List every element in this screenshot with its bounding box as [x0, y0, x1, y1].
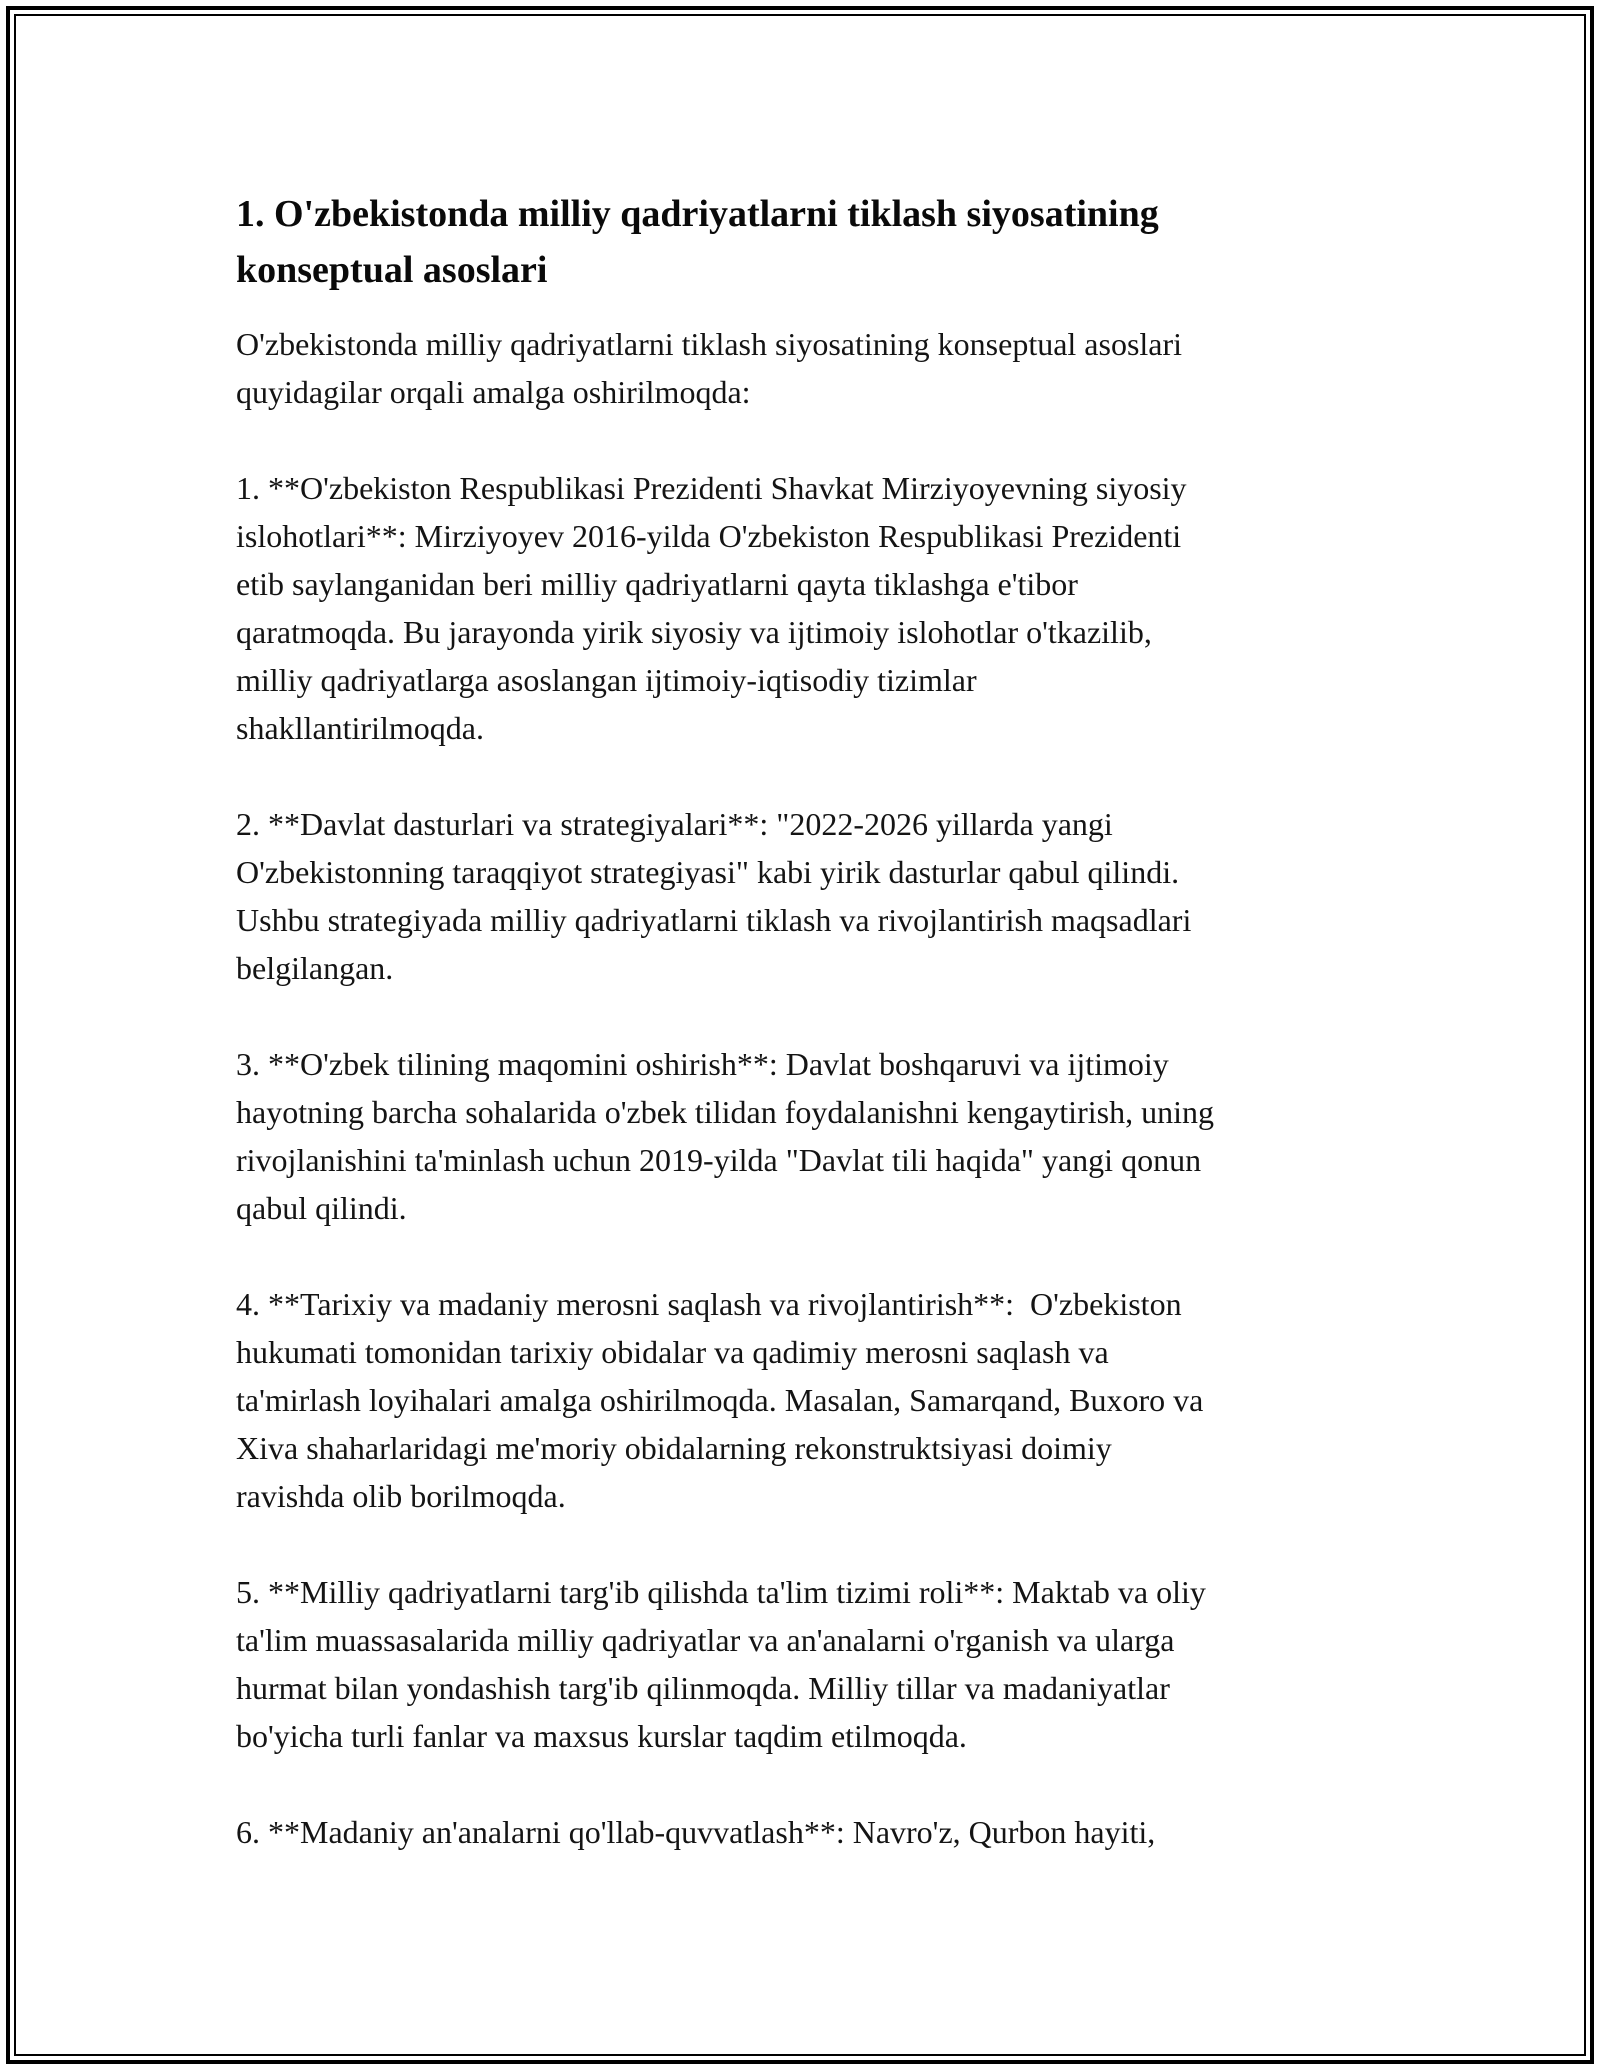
list-item-3: 3. **O'zbek tilining maqomini oshirish**: Davlat boshqaruvi va ijtimoiy hayotning barcha sohalarida o'zbek tilidan foydalanishni kengaytirish, uning rivojlanishini ta'minlash uchun 2019-yilda "Davlat tili haqida" yangi qonun qabul qilindi.: [236, 1046, 1214, 1226]
intro-paragraph: O'zbekistonda milliy qadriyatlarni tiklash siyosatining konseptual asoslari quyidagilar orqali amalga oshirilmoqda:: [236, 326, 1183, 410]
page-title-line-2: konseptual asoslari: [236, 249, 548, 291]
list-item-4: 4. **Tarixiy va madaniy merosni saqlash va rivojlantirish**: O'zbekiston hukumati tomonidan tarixiy obidalar va qadimiy merosni saqlash va ta'mirlash loyihalari amalga oshirilmoqda. Masalan, Samarqand, Buxoro va Xiva shaharlaridagi me'moriy obidalarning rekonstruktsiyasi doimiy ravishda olib borilmoqda.: [236, 1286, 1204, 1514]
list-item-1: 1. **O'zbekiston Respublikasi Prezidenti Shavkat Mirziyoyevning siyosiy islohotlari**: Mirziyoyev 2016-yilda O'zbekiston Respublikasi Prezidenti etib saylanganidan beri milliy qadriyatlarni qayta tiklashga e'tibor qaratmoqda. Bu jarayonda yirik siyosiy va ijtimoiy islohotlar o'tkazilib, milliy qadriyatlarga asoslangan ijtimoiy-iqtisodiy tizimlar shakllantirilmoqda.: [236, 470, 1187, 746]
list-item-5: 5. **Milliy qadriyatlarni targ'ib qilishda ta'lim tizimi roli**: Maktab va oliy ta'lim muassasalarida milliy qadriyatlar va an'analarni o'rganish va ularga hurmat bilan yondashish targ'ib qilinmoqda. Milliy tillar va madaniyatlar bo'yicha turli fanlar va maxsus kurslar taqdim etilmoqda.: [236, 1574, 1206, 1754]
list-item-2: 2. **Davlat dasturlari va strategiyalari**: "2022-2026 yillarda yangi O'zbekistonning taraqqiyot strategiyasi" kabi yirik dasturlar qabul qilindi. Ushbu strategiyada milliy qadriyatlarni tiklash va rivojlantirish maqsadlari belgilangan.: [236, 806, 1192, 986]
page-title-line-1: 1. O'zbekistonda milliy qadriyatlarni tiklash siyosatining: [236, 193, 1159, 235]
list-item-6: 6. **Madaniy an'analarni qo'llab-quvvatlash**: Navro'z, Qurbon hayiti,: [236, 1814, 1156, 1850]
document-body: [236, 186, 1386, 1856]
page-title: [236, 186, 1386, 298]
